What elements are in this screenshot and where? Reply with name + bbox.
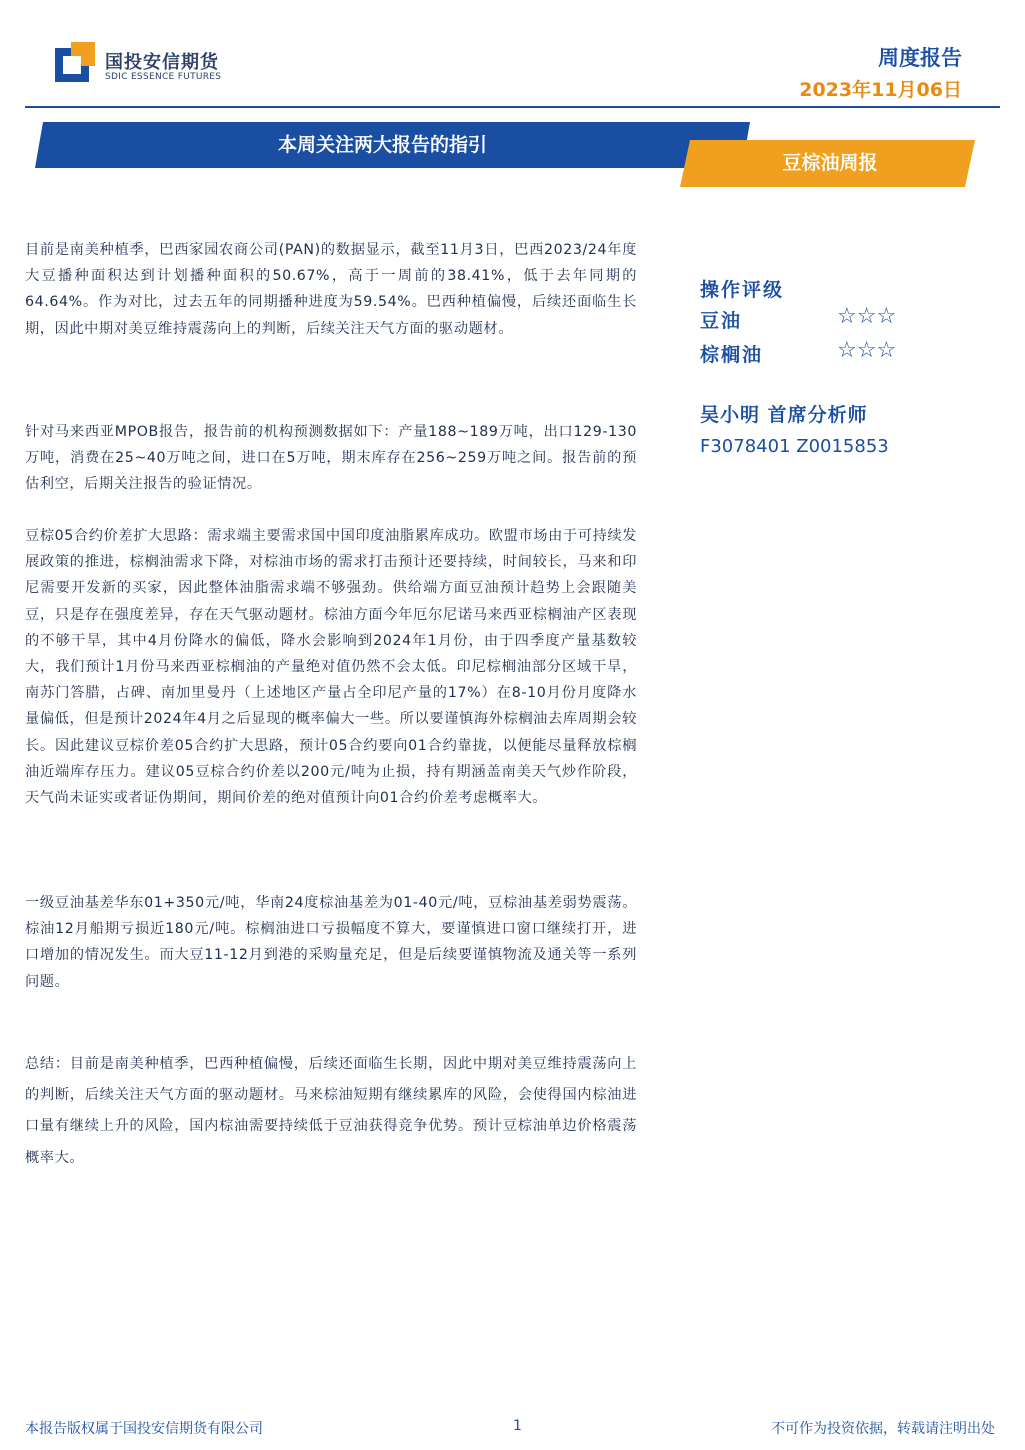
paragraph-spread: 豆棕05合约价差扩大思路：需求端主要需求国中国印度油脂累库成功。欧盟市场由于可持续发展政策的推进，棕榈油需求下降，对棕油市场的需求打击预计还要持续，时间较长，马来和印尼需要开发新的买家，因此整体油脂需求端不够强劲。供给端方面豆油预计趋势上会跟随美豆，只是存在强度差异，存在天气驱动题材。棕油方面今年厄尔尼诺马来西亚棕榈油产区表现的不够干旱，其中4月份降水的偏低，降水会影响到2024年1月份，由于四季度产量基数较大，我们预计1月份马来西亚棕榈油的产量绝对值仍然不会太低。印尼棕榈油部分区域干旱，南苏门答腊，占碑、南加里曼丹（上述地区产量占全印尼产量的17%）在8-10月份月度降水量偏低，但是预计2024年4月之后显现的概率偏大一些。所以要谨慎海外棕榈油去库周期会较长。因此建议豆棕价差05合约扩大思路，预计05合约要向01合约靠拢，以便能尽量释放棕榈油近端库存压力。建议05豆棕合约价差以200元/吨为止损，持有期涵盖南美天气炒作阶段，天气尚未证实或者证伪期间，期间价差的绝对值预计向01合约价差考虑概率大。 (25, 528, 637, 807)
rating-label: 棕榈油 (700, 344, 764, 366)
paragraph-basis: 一级豆油基差华东01+350元/吨，华南24度棕油基差为01-40元/吨，豆棕油基差弱势震荡。棕油12月船期亏损近180元/吨。棕榈油进口亏损幅度不算大，要谨慎进口窗口继续打开，进口增加的情况发生。而大豆11-12月到港的采购量充足，但是后续要谨慎物流及通关等一系列问题。 (25, 895, 637, 990)
rating-row-soyoil (700, 302, 940, 336)
report-date: 2023年11月06日 (799, 79, 962, 101)
footer-copyright: 本报告版权属于国投安信期货有限公司 (25, 1421, 263, 1437)
rating-label: 豆油 (700, 310, 743, 332)
report-category: 豆棕油周报 (782, 152, 878, 174)
page-number: 1 (513, 1418, 522, 1434)
logo-name-en: SDIC ESSENCE FUTURES (105, 72, 222, 82)
company-logo (55, 42, 235, 92)
analyst-name: 吴小明 首席分析师 (700, 404, 868, 426)
star-rating-icon: ☆☆☆ (837, 304, 897, 329)
paragraph-mpob: 针对马来西亚MPOB报告，报告前的机构预测数据如下：产量188~189万吨，出口129-130万吨，消费在25~40万吨之间，进口在5万吨，期末库存在256~259万吨之间。报告前的预估利空，后期关注报告的验证情况。 (25, 424, 637, 493)
star-rating-icon: ☆☆☆ (837, 338, 897, 363)
rating-row-palmoil (700, 336, 940, 370)
paragraph-planting: 目前是南美种植季，巴西家园农商公司(PAN)的数据显示，截至11月3日，巴西2023/24年度大豆播种面积达到计划播种面积的50.67%，高于一周前的38.41%，低于去年同期的64.64%。作为对比，过去五年的同期播种进度为59.54%。巴西种植偏慢，后续还面临生长期，因此中期对美豆维持震荡向上的判断，后续关注天气方面的驱动题材。 (25, 242, 637, 337)
logo-name-cn: 国投安信期货 (105, 52, 219, 73)
header-divider (25, 106, 1000, 108)
rating-panel (700, 275, 940, 370)
report-type: 周度报告 (878, 46, 962, 70)
rating-title: 操作评级 (700, 279, 785, 301)
report-title: 本周关注两大报告的指引 (277, 134, 487, 156)
paragraph-summary: 总结：目前是南美种植季，巴西种植偏慢，后续还面临生长期，因此中期对美豆维持震荡向上的判断，后续关注天气方面的驱动题材。马来棕油短期有继续累库的风险，会使得国内棕油进口量有继续上升的风险，国内棕油需要持续低于豆油获得竞争优势。预计豆棕油单边价格震荡概率大。 (25, 1056, 637, 1166)
analyst-license-ids: F3078401 Z0015853 (700, 436, 889, 457)
logo-mark-icon (55, 42, 95, 82)
footer-disclaimer: 不可作为投资依据，转载请注明出处 (771, 1421, 995, 1437)
